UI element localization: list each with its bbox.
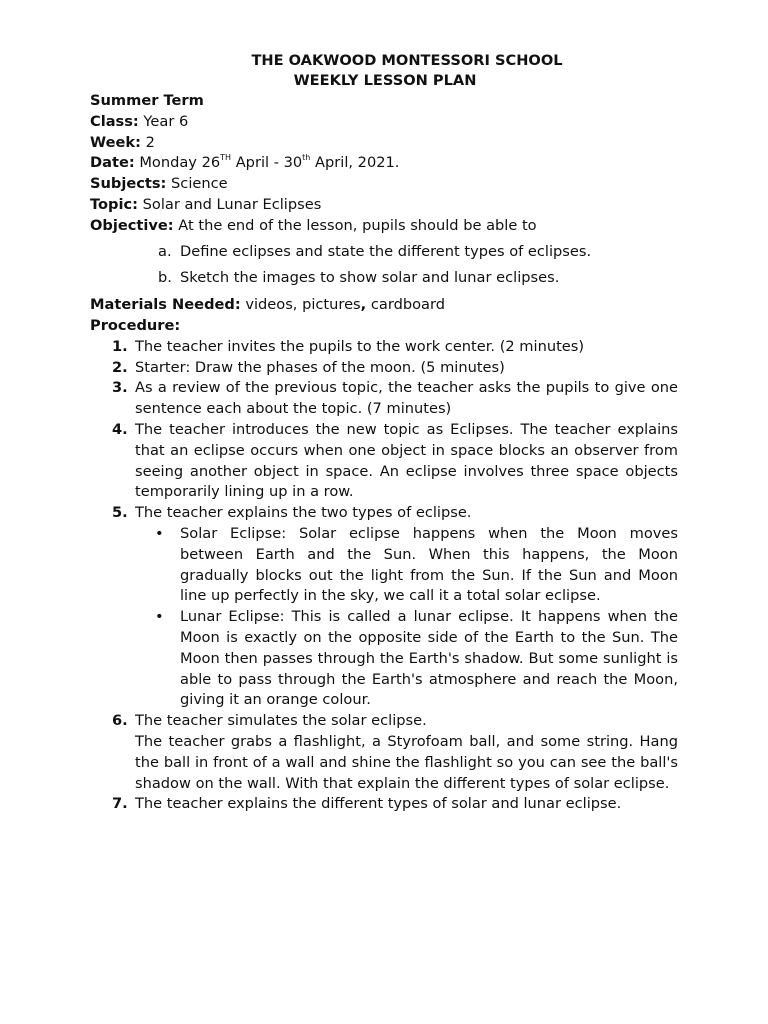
step-text: The teacher explains the different types of solar and lunar eclipse. xyxy=(135,795,622,813)
procedure-step xyxy=(90,711,678,794)
step-text: The teacher explains the two types of eclipse. xyxy=(135,504,472,522)
eclipse-type-text: Solar Eclipse: Solar eclipse happens when the Moon moves between Earth and the Sun. When this happens, the Moon gradually blocks out the light from the Sun. If the Sun and Moon line up perfectly in the sky, we call it a total solar eclipse. xyxy=(180,524,678,605)
objective-marker: b. xyxy=(158,269,172,287)
procedure-label: Procedure: xyxy=(90,316,181,334)
objectives-list xyxy=(90,242,678,290)
date-value xyxy=(139,154,399,171)
objective-value: At the end of the lesson, pupils should be able to xyxy=(178,216,537,234)
procedure-step xyxy=(90,358,678,379)
objective-line xyxy=(90,216,678,237)
step-number: 1. xyxy=(112,337,128,355)
procedure-step xyxy=(90,794,678,815)
step-text: The teacher introduces the new topic as Eclipses. The teacher explains that an eclipse occurs when one object in space blocks an observer from seeing another object in space. An eclipse involves three space objects temporarily lining up in a row. xyxy=(135,420,678,501)
objective-text: Sketch the images to show solar and lunar eclipses. xyxy=(180,269,560,287)
date-start-day: Monday 26 xyxy=(139,154,221,172)
procedure-step xyxy=(90,337,678,358)
step-number: 5. xyxy=(112,504,128,522)
materials-value-a: videos, pictures xyxy=(245,296,361,314)
school-name: THE OAKWOOD MONTESSORI SCHOOL xyxy=(251,52,563,69)
subjects-line xyxy=(90,174,678,195)
step-number: 6. xyxy=(112,712,128,730)
step-text: The teacher simulates the solar eclipse. xyxy=(135,712,427,730)
date-end-day: April - 30 xyxy=(231,154,303,172)
date-label: Date: xyxy=(90,154,135,172)
procedure-step xyxy=(90,378,678,420)
eclipse-types-list xyxy=(135,524,678,711)
step-text: As a review of the previous topic, the teacher asks the pupils to give one sentence each about the topic. (7 minutes) xyxy=(135,379,678,418)
subjects-value: Science xyxy=(171,175,228,193)
week-value: 2 xyxy=(145,133,155,151)
materials-line xyxy=(90,295,678,316)
topic-label: Topic: xyxy=(90,195,138,213)
objective-marker: a. xyxy=(158,242,172,260)
date-end-month: April, 2021. xyxy=(310,154,400,172)
objective-text: Define eclipses and state the different types of eclipses. xyxy=(180,242,592,260)
procedure-step xyxy=(90,420,678,503)
step-text: The teacher invites the pupils to the work center. (2 minutes) xyxy=(135,337,585,355)
step-number: 4. xyxy=(112,420,128,438)
objective-label: Objective: xyxy=(90,216,174,234)
subjects-label: Subjects: xyxy=(90,175,167,193)
procedure-list xyxy=(90,337,678,815)
materials-label: Materials Needed: xyxy=(90,296,241,314)
step-number: 3. xyxy=(112,379,128,397)
step-number: 7. xyxy=(112,795,128,813)
document-header xyxy=(90,51,678,91)
eclipse-type-text: Lunar Eclipse: This is called a lunar eclipse. It happens when the Moon is exactly on the opposite side of the Earth to the Sun. The Moon then passes through the Earth's shadow. But some sunlight is able to pass through the Earth's atmosphere and reach the Moon, giving it an orange colour. xyxy=(180,608,678,709)
bullet-marker: • xyxy=(155,524,164,542)
step-number: 2. xyxy=(112,358,128,376)
class-label: Class: xyxy=(90,112,139,130)
procedure-step xyxy=(90,503,678,711)
date-line xyxy=(90,153,678,174)
simulation-detail: The teacher grabs a flashlight, a Styrofoam ball, and some string. Hang the ball in front of a wall and shine the flashlight so you can see the ball's shadow on the wall. With that explain the different types of solar eclipse. xyxy=(135,732,678,792)
objective-item xyxy=(90,242,678,263)
class-value: Year 6 xyxy=(143,112,189,130)
eclipse-type-item xyxy=(135,607,678,711)
step-text: Starter: Draw the phases of the moon. (5 minutes) xyxy=(135,358,505,376)
topic-line xyxy=(90,195,678,216)
lesson-plan-page xyxy=(90,51,678,815)
week-line xyxy=(90,133,678,154)
document-title: WEEKLY LESSON PLAN xyxy=(293,72,477,89)
week-label: Week: xyxy=(90,133,141,151)
class-line xyxy=(90,112,678,133)
date-start-suffix: TH xyxy=(220,152,232,162)
materials-comma: , xyxy=(360,296,367,314)
objective-item xyxy=(90,268,678,289)
materials-value xyxy=(245,296,445,313)
term-label: Summer Term xyxy=(90,92,204,109)
topic-value: Solar and Lunar Eclipses xyxy=(142,195,322,213)
eclipse-type-item xyxy=(135,524,678,607)
term-line xyxy=(90,91,678,112)
procedure-heading xyxy=(90,316,678,337)
date-end-suffix: th xyxy=(302,152,311,162)
bullet-marker: • xyxy=(155,608,164,626)
materials-value-b: cardboard xyxy=(366,296,445,314)
